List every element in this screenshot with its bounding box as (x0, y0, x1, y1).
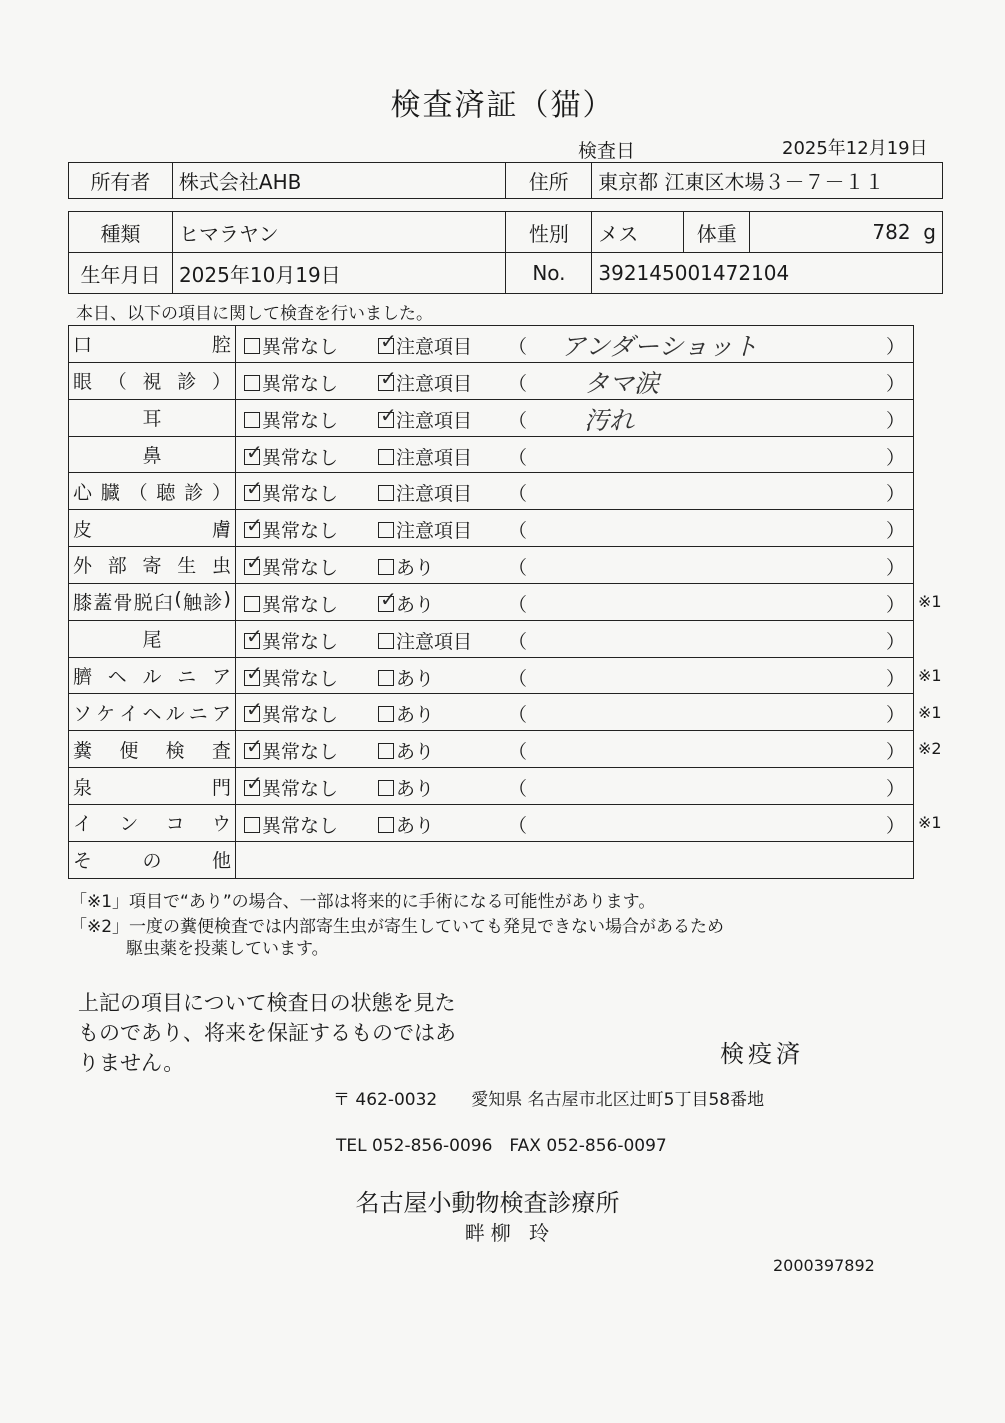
inspection-item-label (69, 326, 236, 363)
inspection-item-label-text (73, 515, 231, 542)
reg-no-value: 392145001472104 (592, 253, 943, 294)
pet-info-table (68, 211, 943, 294)
option-label: 注意項目 (396, 409, 473, 432)
finding-option[interactable] (378, 516, 472, 543)
inspection-item-label-text (73, 736, 231, 763)
label-char: ） (211, 371, 231, 394)
clinic-address: 〒 462-0032 愛知県 名古屋市北区辻町5丁目58番地 (333, 1090, 765, 1110)
checkbox[interactable] (378, 743, 394, 759)
note-close-paren: ） (885, 520, 905, 543)
inspection-item-result (236, 436, 914, 473)
label-char: 蓋 (93, 592, 113, 615)
note-close-paren: ） (885, 667, 905, 690)
label-char: 臍 (73, 666, 93, 689)
label-char: イ (73, 813, 93, 836)
checkbox[interactable] (378, 780, 394, 796)
reg-no-label: No. (506, 253, 592, 294)
finding-option[interactable] (378, 664, 434, 691)
check-mark-icon: ✓ (246, 550, 263, 575)
note-close-paren: ） (885, 814, 905, 837)
label-char: （ (107, 371, 127, 394)
inspection-item-label (69, 804, 236, 841)
label-char: 骨 (113, 592, 133, 615)
inspection-item-label (69, 731, 236, 768)
note-close-paren: ） (885, 483, 905, 506)
inspection-item-label-text (73, 367, 231, 394)
inspection-item-label (69, 399, 236, 436)
footnote-marker: ※1 (918, 591, 942, 611)
clinic-phone: TEL 052-856-0096 FAX 052-856-0097 (336, 1136, 667, 1156)
note-open-paren: （ (508, 814, 528, 837)
option-label: 異常なし (262, 336, 339, 358)
label-char: 他 (211, 850, 231, 873)
note-open-paren: （ (508, 630, 528, 653)
check-mark-icon: ✓ (246, 439, 263, 464)
inspection-item-label (69, 657, 236, 694)
no-abnormality-option[interactable] (244, 369, 338, 396)
option-label: 異常なし (262, 520, 339, 543)
option-label: 注意項目 (396, 372, 473, 395)
other-notes-field[interactable] (236, 841, 914, 878)
no-abnormality-option[interactable] (244, 697, 339, 727)
option-label: 注意項目 (396, 630, 473, 653)
inspection-item-label (69, 694, 236, 731)
finding-option[interactable] (378, 443, 472, 470)
check-mark-icon: ✓ (246, 476, 263, 501)
no-abnormality-option[interactable] (244, 513, 339, 543)
inspection-item-result (236, 510, 914, 547)
note-close-paren: ） (885, 557, 905, 580)
note-open-paren: （ (508, 372, 528, 395)
note-close-paren: ） (885, 704, 905, 727)
label-char: ル (142, 666, 162, 689)
check-mark-icon: ✓ (380, 329, 397, 353)
finding-option[interactable] (378, 365, 473, 396)
address-value: 東京都 江東区木場３－７－１１ (592, 163, 943, 199)
no-abnormality-option[interactable] (244, 439, 339, 470)
option-label: 注意項目 (396, 336, 473, 358)
checkbox[interactable] (378, 485, 394, 501)
option-label: 異常なし (262, 409, 339, 432)
finding-option[interactable] (378, 586, 435, 617)
checkbox[interactable] (378, 329, 397, 354)
label-char: 眼 (73, 371, 93, 394)
footnote-marker: ※1 (918, 813, 942, 833)
check-mark-icon: ✓ (246, 623, 263, 648)
inspection-row (69, 804, 914, 841)
label-char: イ (119, 702, 139, 725)
inspection-item-result (236, 583, 914, 620)
inspection-item-label-text (73, 809, 231, 836)
label-char: 門 (211, 776, 231, 799)
checkbox[interactable] (244, 550, 263, 575)
note-open-paren: （ (508, 336, 528, 358)
label-char: 膝 (73, 592, 93, 615)
option-label: 異常なし (262, 593, 339, 616)
disclaimer-text: 上記の項目について検査日の状態を見たものであり、将来を保証するものではありません。 (78, 991, 456, 1075)
check-mark-icon: ✓ (246, 771, 263, 796)
label-char: ソ (73, 702, 93, 725)
checkbox[interactable] (378, 559, 394, 575)
inspection-item-result (236, 731, 914, 768)
inspection-item-label (69, 362, 236, 399)
label-char: （ (128, 481, 148, 504)
label-char: 視 (142, 371, 162, 394)
no-abnormality-option[interactable] (244, 734, 339, 764)
inspection-item-result (236, 768, 914, 805)
note-open-paren: （ (508, 778, 528, 801)
option-label: 異常なし (262, 630, 339, 653)
label-char: ニ (177, 666, 197, 689)
option-label: 異常なし (262, 372, 339, 395)
inspection-row (69, 436, 914, 473)
serial-number: 2000397892 (773, 1256, 875, 1275)
inspection-row (69, 362, 914, 399)
inspection-item-label-text: 鼻 (142, 444, 162, 467)
footnote-2-continued: 駆虫薬を投薬しています。 (126, 939, 329, 959)
label-char: そ (73, 850, 93, 873)
label-char: 査 (211, 739, 231, 762)
check-mark-icon: ✓ (246, 513, 263, 538)
inspection-item-result (236, 694, 914, 731)
finding-option[interactable] (378, 627, 472, 654)
clinic-name: 名古屋小動物検査診療所 (355, 1189, 620, 1217)
inspection-item-result (236, 547, 914, 584)
label-char: 診 (177, 371, 197, 394)
checkbox[interactable] (378, 817, 394, 833)
footnote-marker: ※2 (918, 739, 942, 759)
no-abnormality-option[interactable] (244, 406, 338, 433)
birthdate-label: 生年月日 (69, 253, 173, 294)
weight-value: 782 (872, 220, 911, 244)
checkbox[interactable] (378, 522, 394, 538)
checkbox[interactable] (244, 513, 263, 538)
label-char: ニ (188, 702, 208, 725)
footnote-marker: ※1 (918, 702, 942, 722)
label-char: 診 (184, 481, 204, 504)
option-label: あり (396, 741, 435, 764)
handwritten-note: タマ涙 (584, 368, 660, 398)
option-label: あり (396, 667, 435, 690)
option-label: 注意項目 (396, 483, 473, 506)
checkbox[interactable] (378, 365, 397, 391)
checkbox[interactable] (378, 586, 397, 612)
notice-text: 本日、以下の項目に関して検査を行いました。 (76, 304, 433, 324)
checkbox[interactable] (244, 817, 260, 833)
sex-label: 性別 (506, 212, 592, 253)
inspection-item-label-text (73, 773, 231, 800)
label-char: 虫 (211, 555, 231, 578)
inspection-item-label (69, 547, 236, 584)
label-char: ケ (96, 702, 116, 725)
label-char: 部 (107, 555, 127, 578)
checkbox[interactable] (244, 476, 263, 501)
option-label: あり (396, 557, 435, 580)
option-label: 異常なし (262, 667, 339, 690)
owner-table (68, 162, 943, 199)
no-abnormality-option[interactable] (244, 476, 339, 506)
checkbox[interactable] (244, 697, 263, 722)
inspection-item-label (69, 473, 236, 510)
label-char: 検 (165, 739, 185, 762)
label-char: 脱 (133, 592, 153, 615)
note-open-paren: （ (508, 520, 528, 543)
inspection-items-table (68, 325, 914, 879)
checkbox[interactable] (244, 623, 263, 649)
option-label: 異常なし (262, 704, 339, 727)
option-label: 注意項目 (396, 446, 473, 469)
finding-option[interactable] (378, 774, 434, 801)
inspection-row (69, 473, 914, 510)
note-close-paren: ） (885, 372, 905, 395)
finding-option[interactable] (378, 402, 473, 433)
inspection-item-label (69, 436, 236, 473)
inspection-item-label-text (73, 588, 231, 615)
no-abnormality-option[interactable] (244, 771, 339, 801)
other-label (69, 841, 236, 878)
label-char: 口 (73, 334, 93, 357)
quarantine-stamp: 検疫済 (720, 1040, 804, 1068)
finding-option[interactable] (378, 700, 434, 727)
inspection-row-other (69, 841, 914, 878)
inspection-row (69, 326, 914, 363)
checkbox[interactable] (244, 338, 260, 354)
label-char: コ (165, 813, 185, 836)
inspection-item-label (69, 768, 236, 805)
birthdate-value: 2025年10月19日 (172, 253, 506, 294)
checkbox[interactable] (378, 402, 397, 428)
checkbox[interactable] (244, 734, 263, 759)
finding-option[interactable] (378, 811, 434, 838)
label-char: 診 (203, 592, 223, 615)
label-char: 臓 (100, 481, 120, 504)
footnote-1: 「※1」項目で“あり”の場合、一部は将来的に手術になる可能性があります。 (70, 892, 656, 912)
note-close-paren: ） (885, 630, 905, 653)
inspection-item-label-text (73, 699, 231, 726)
checkbox[interactable] (244, 375, 260, 391)
inspection-row (69, 694, 914, 731)
footnote-2: 「※2」一度の糞便検査では内部寄生虫が寄生していても発見できない場合があるため (70, 917, 725, 937)
checkbox[interactable] (378, 670, 394, 686)
inspection-row (69, 768, 914, 805)
option-label: あり (396, 704, 435, 727)
no-abnormality-option[interactable] (244, 550, 339, 580)
label-char: ( (174, 588, 182, 611)
label-char: ヘ (107, 666, 127, 689)
label-char: ） (211, 481, 231, 504)
label-char: 聴 (156, 481, 176, 504)
sex-value: メス (592, 212, 684, 253)
owner-value: 株式会社AHB (172, 163, 505, 199)
option-label: 異常なし (262, 483, 339, 506)
finding-option[interactable] (378, 737, 434, 764)
checkbox[interactable] (244, 412, 260, 428)
inspection-item-label (69, 510, 236, 547)
inspection-row (69, 583, 914, 620)
check-mark-icon: ✓ (246, 697, 263, 722)
check-mark-icon: ✓ (380, 586, 397, 611)
label-char: 生 (177, 555, 197, 578)
no-abnormality-option[interactable] (244, 660, 339, 691)
other-label-text (73, 846, 231, 873)
note-close-paren: ） (885, 446, 905, 469)
inspection-item-result (236, 620, 914, 657)
label-char: 膚 (211, 518, 231, 541)
inspection-item-label-text (73, 662, 231, 689)
inspection-date-label: 検査日 (578, 140, 636, 162)
no-abnormality-option[interactable] (244, 590, 338, 617)
check-mark-icon: ✓ (246, 660, 263, 685)
weight-unit: g (923, 220, 936, 244)
label-char: ウ (211, 813, 231, 836)
inspection-row (69, 657, 914, 694)
option-label: 異常なし (262, 814, 339, 837)
label-char: 糞 (73, 739, 93, 762)
inspection-item-label-text (73, 551, 231, 578)
label-char: ヘ (142, 702, 162, 725)
label-char: 泉 (73, 776, 93, 799)
inspection-item-label (69, 583, 236, 620)
label-char: 外 (73, 555, 93, 578)
inspection-row (69, 547, 914, 584)
no-abnormality-option[interactable] (244, 332, 338, 359)
note-open-paren: （ (508, 593, 528, 616)
checkbox[interactable] (378, 633, 394, 649)
weight-cell (750, 212, 943, 253)
weight-label: 体重 (684, 212, 750, 253)
option-label: 異常なし (262, 557, 339, 580)
inspection-row (69, 399, 914, 436)
label-char: 腔 (211, 334, 231, 357)
label-char: ル (165, 702, 185, 725)
check-mark-icon: ✓ (380, 402, 397, 427)
inspection-date-value: 2025年12月19日 (782, 138, 928, 159)
checkbox[interactable] (378, 706, 394, 722)
label-char: 触 (183, 592, 203, 615)
note-open-paren: （ (508, 667, 528, 690)
option-label: あり (396, 593, 435, 616)
note-open-paren: （ (508, 409, 528, 432)
label-char: 皮 (73, 518, 93, 541)
note-close-paren: ） (885, 593, 905, 616)
checkbox[interactable] (244, 596, 260, 612)
finding-option[interactable] (378, 479, 472, 506)
label-char: ア (211, 666, 231, 689)
label-char: ) (223, 588, 231, 611)
option-label: あり (396, 814, 435, 837)
checkbox[interactable] (244, 439, 263, 465)
owner-label: 所有者 (69, 163, 173, 199)
note-open-paren: （ (508, 483, 528, 506)
note-close-paren: ） (885, 778, 905, 801)
note-open-paren: （ (508, 446, 528, 469)
no-abnormality-option[interactable] (244, 811, 338, 838)
option-label: あり (396, 778, 435, 801)
option-label: 注意項目 (396, 520, 473, 543)
handwritten-note: 汚れ (584, 405, 635, 435)
label-char: の (142, 850, 162, 873)
check-mark-icon: ✓ (246, 734, 263, 759)
finding-option[interactable] (378, 329, 473, 359)
address-label: 住所 (506, 163, 592, 199)
checkbox[interactable] (378, 449, 394, 465)
inspection-row (69, 510, 914, 547)
inspection-item-label (69, 620, 236, 657)
note-close-paren: ） (885, 336, 905, 358)
inspection-item-label-text: 耳 (142, 408, 162, 431)
note-open-paren: （ (508, 704, 528, 727)
note-close-paren: ） (885, 409, 905, 432)
finding-option[interactable] (378, 553, 434, 580)
no-abnormality-option[interactable] (244, 623, 339, 654)
note-close-paren: ） (885, 741, 905, 764)
inspection-item-result (236, 362, 914, 399)
note-open-paren: （ (508, 557, 528, 580)
option-label: 異常なし (262, 778, 339, 801)
inspection-item-label-text: 尾 (142, 629, 162, 652)
inspection-item-label-text (73, 330, 231, 357)
label-char: 心 (73, 481, 93, 504)
check-mark-icon: ✓ (380, 365, 397, 390)
inspection-item-result (236, 657, 914, 694)
footnote-marker: ※1 (918, 665, 942, 685)
inspection-item-label-text (73, 478, 231, 505)
inspection-item-result (236, 326, 914, 363)
inspection-row (69, 620, 914, 657)
label-char: 臼 (154, 592, 174, 615)
document-title: 検査済証（猫） (390, 88, 615, 123)
checkbox[interactable] (244, 771, 263, 796)
breed-label: 種類 (69, 212, 173, 253)
option-label: 異常なし (262, 741, 339, 764)
label-char: ア (211, 702, 231, 725)
note-open-paren: （ (508, 741, 528, 764)
doctor-name: 畔柳 玲 (464, 1221, 556, 1245)
inspection-item-result (236, 473, 914, 510)
option-label: 異常なし (262, 446, 339, 469)
checkbox[interactable] (244, 660, 263, 686)
inspection-item-result (236, 399, 914, 436)
breed-value: ヒマラヤン (172, 212, 506, 253)
handwritten-note: アンダーショット (561, 332, 759, 361)
inspection-item-result (236, 804, 914, 841)
inspection-row (69, 731, 914, 768)
label-char: ン (119, 813, 139, 836)
label-char: 便 (119, 739, 139, 762)
label-char: 寄 (142, 555, 162, 578)
